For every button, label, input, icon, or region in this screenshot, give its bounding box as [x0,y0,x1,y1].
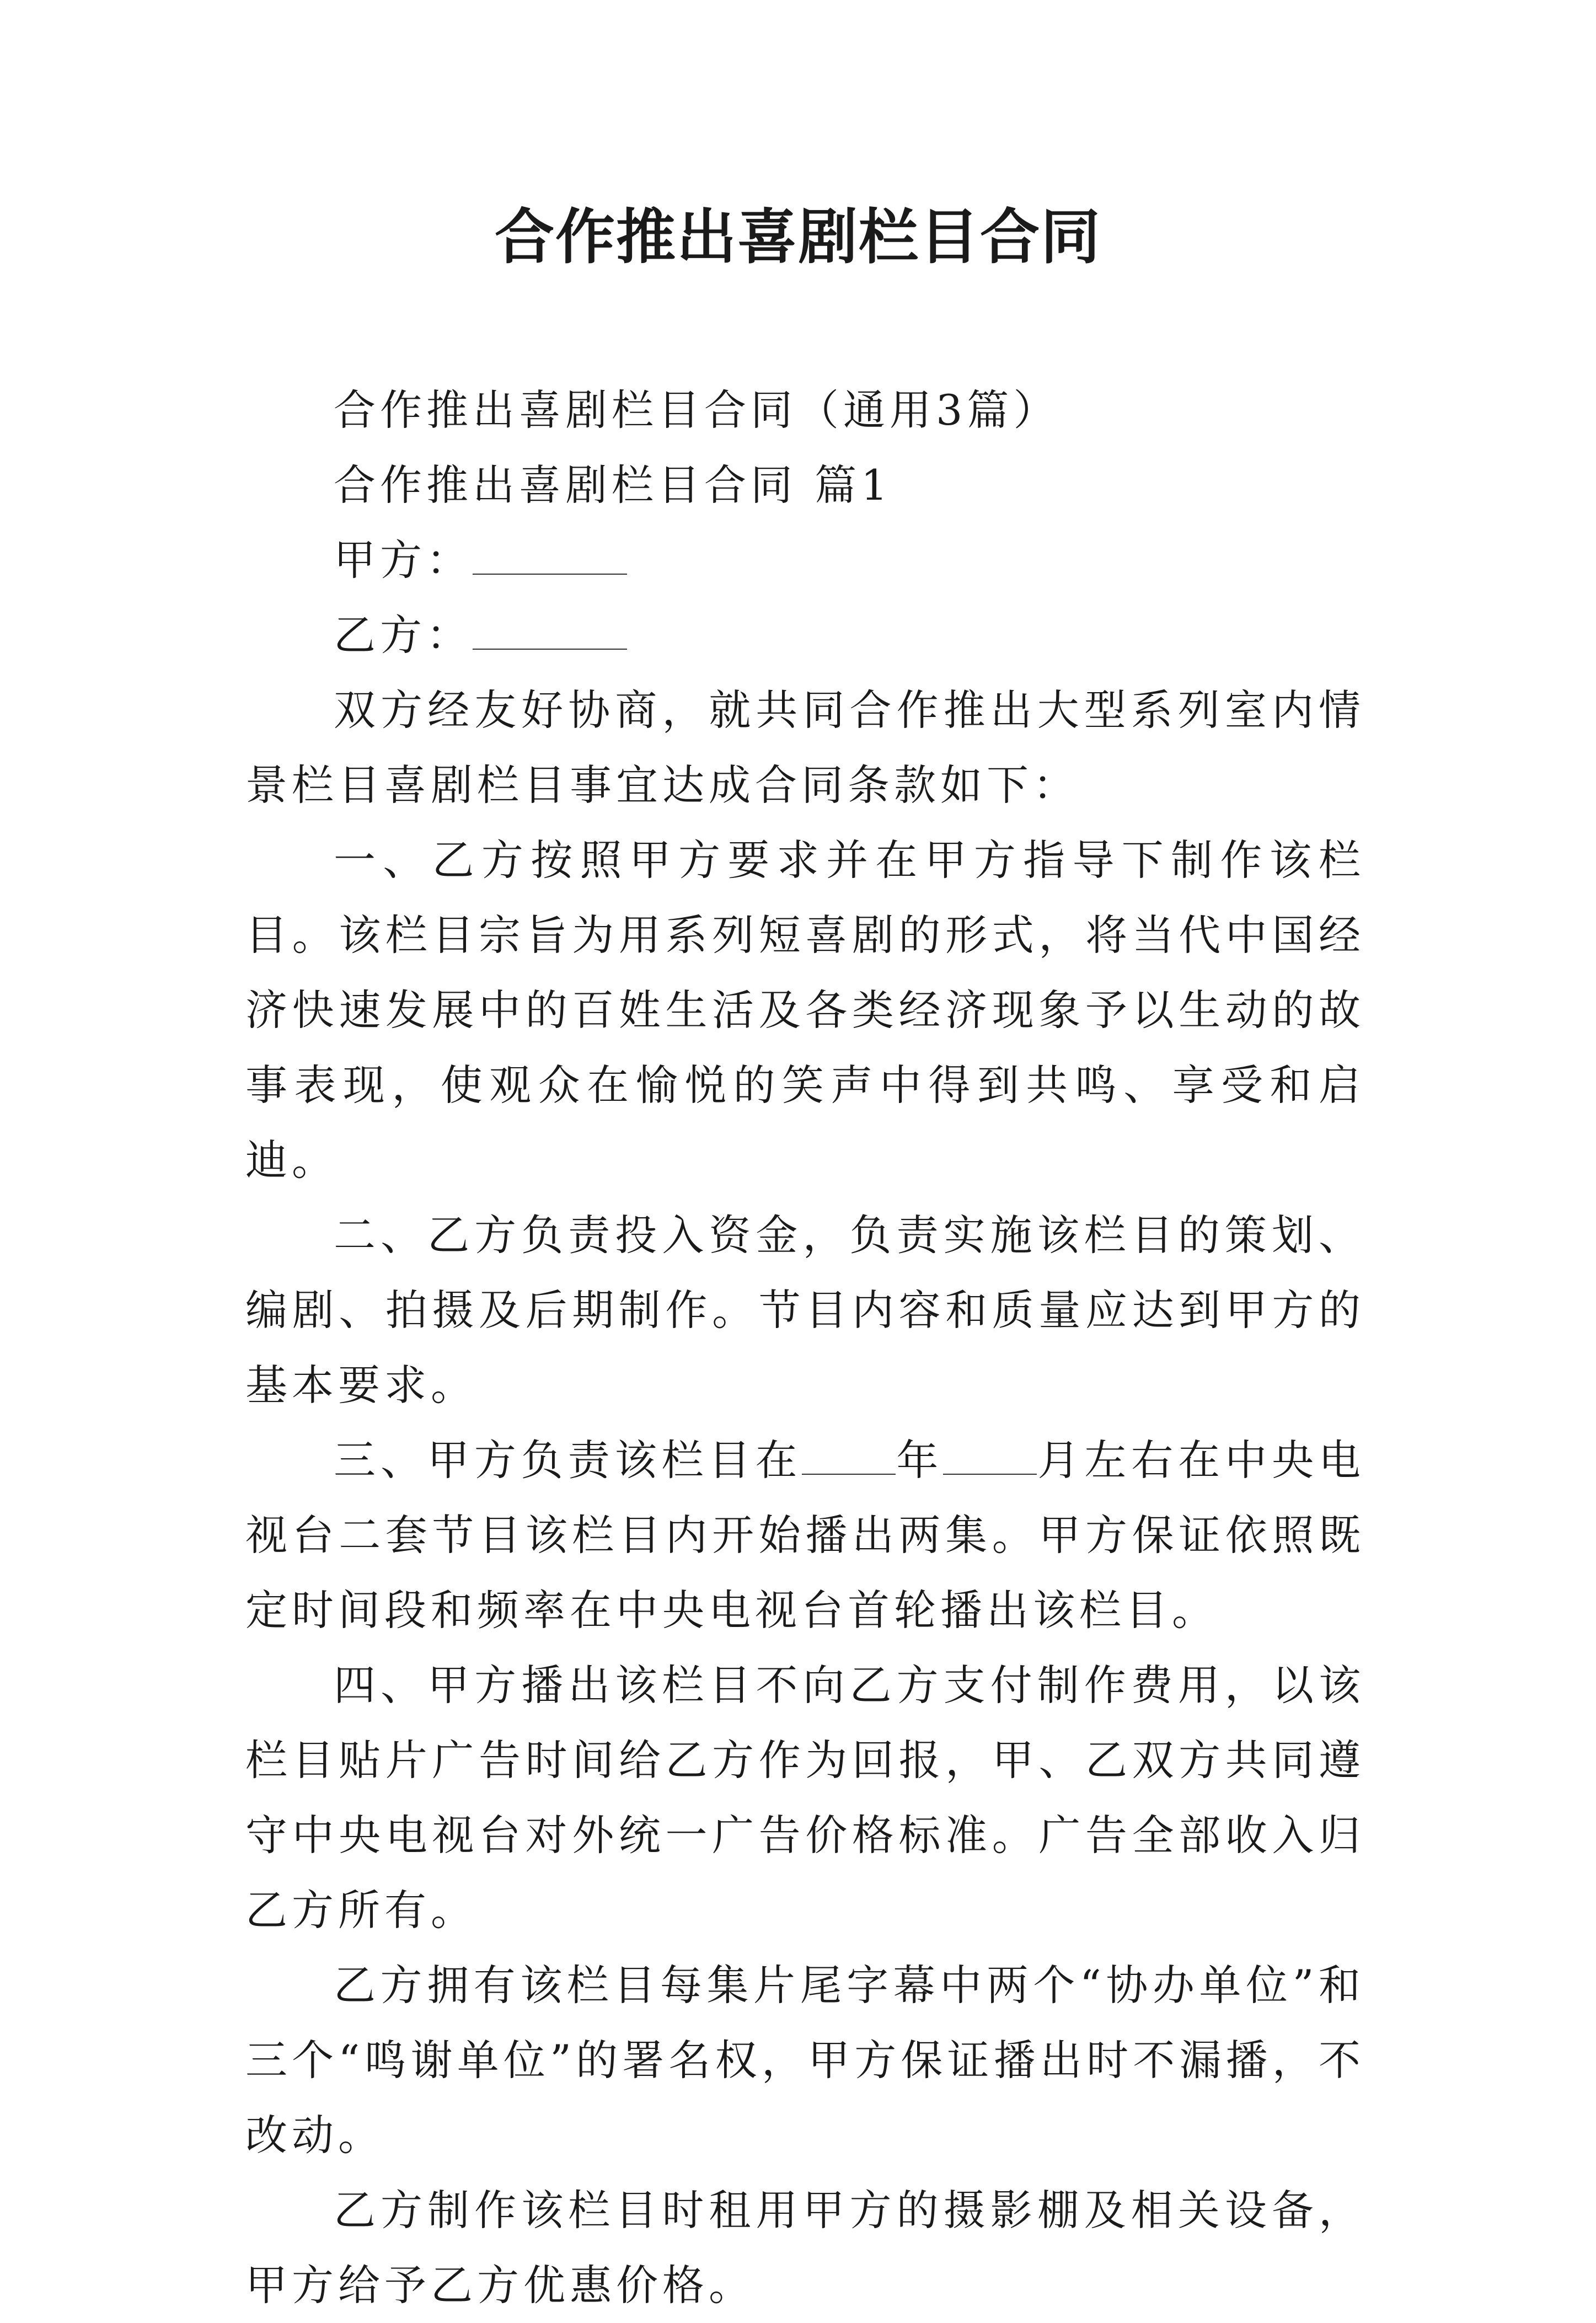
section-heading: 合作推出喜剧栏目合同 篇1 [334,461,892,510]
month-blank [943,1436,1037,1475]
clause-3 [245,1423,1365,1648]
credits-paragraph: 乙方拥有该栏目每集片尾字幕中两个“协办单位”和三个“鸣谢单位”的署名权，甲方保证播出时不漏播，不改动。 [245,1961,1365,2160]
subtitle: 合作推出喜剧栏目合同（通用3篇） [334,386,1060,435]
clause-1: 一、乙方按照甲方要求并在甲方指导下制作该栏目。该栏目宗旨为用系列短喜剧的形式，将当代中国经济快速发展中的百姓生活及各类经济现象予以生动的故事表现，使观众在愉悦的笑声中得到共鸣、享受和启迪。 [245,836,1365,1185]
party-a-line [245,523,1365,598]
clause-3-part-3: 月左右在中央电视台二套节目该栏目内开始播出两集。甲方保证依照既定时间段和频率在中央电视台首轮播出该栏目。 [245,1436,1365,1635]
clause-2: 二、乙方负责投入资金，负责实施该栏目的策划、编剧、拍摄及后期制作。节目内容和质量应达到甲方的基本要求。 [245,1211,1365,1410]
party-a-blank [473,536,627,575]
document-body [245,373,1365,2323]
year-blank [802,1436,896,1475]
party-b-line [245,598,1365,673]
party-a-label: 甲方： [334,536,473,585]
document-title: 合作推出喜剧栏目合同 [494,202,1101,272]
clause-4: 四、甲方播出该栏目不向乙方支付制作费用，以该栏目贴片广告时间给乙方作为回报，甲、乙双方共同遵守中央电视台对外统一广告价格标准。广告全部收入归乙方所有。 [245,1661,1365,1935]
clause-3-part-1: 三、甲方负责该栏目在 [334,1436,802,1485]
party-b-blank [473,611,627,650]
studio-paragraph: 乙方制作该栏目时租用甲方的摄影棚及相关设备，甲方给予乙方优惠价格。 [245,2186,1365,2310]
party-b-label: 乙方： [334,611,473,660]
intro-paragraph: 双方经友好协商，就共同合作推出大型系列室内情景栏目喜剧栏目事宜达成合同条款如下： [245,686,1365,810]
clause-3-part-2: 年 [896,1436,944,1485]
